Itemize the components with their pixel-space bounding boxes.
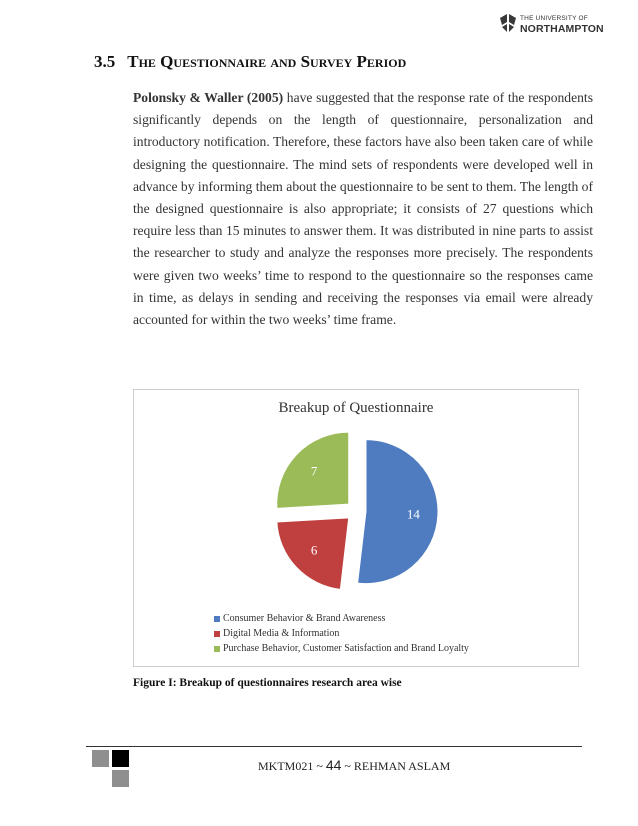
legend-label: Digital Media & Information <box>223 628 340 639</box>
chart-legend <box>214 611 469 656</box>
citation: Polonsky & Waller (2005) <box>133 90 284 105</box>
pie-slice-consumer-behavior <box>358 440 438 584</box>
legend-swatch <box>214 631 220 637</box>
legend-item <box>214 641 469 656</box>
footer-author: ~ REHMAN ASLAM <box>344 759 451 773</box>
figure-caption: Figure I: Breakup of questionnaires research area wise <box>133 677 402 689</box>
body-paragraph <box>133 87 593 331</box>
legend-label: Consumer Behavior & Brand Awareness <box>223 613 386 624</box>
footer-divider <box>86 746 582 747</box>
logo-big-text: NORTHAMPTON <box>520 22 604 35</box>
university-logo <box>498 12 618 46</box>
legend-swatch <box>214 646 220 652</box>
legend-item <box>214 626 469 641</box>
legend-swatch <box>214 616 220 622</box>
section-title: The Questionnaire and Survey Period <box>127 52 407 71</box>
pie-data-label: 7 <box>310 463 318 479</box>
legend-item <box>214 611 469 626</box>
chart-title: Breakup of Questionnaire <box>278 400 434 416</box>
pie-data-label: 14 <box>406 506 420 522</box>
section-number: 3.5 <box>94 52 116 71</box>
pie-chart <box>133 389 579 667</box>
university-crest-icon <box>498 12 518 34</box>
footer-square <box>112 770 129 787</box>
footer-course: MKTM021 ~ <box>258 759 323 773</box>
section-heading <box>94 52 406 72</box>
footer-square <box>112 750 129 767</box>
pie-data-label: 6 <box>310 542 318 558</box>
paragraph-text: have suggested that the response rate of the respondents significantly depends on the length of questionnaire, personalization and introductory notification. Therefore, these factors have also been taken care of while designing the questionnaire. The mind sets of respondents were developed well in advance by informing them about the questionnaire to be sent to them. The length of the designed questionnaire is also appropriate; it consists of 27 questions which require less than 15 minutes to answer them. It was distributed in nine parts to assist the researcher to study and analyze the responses more precisely. The respondents were given two weeks’ time to respond to the questionnaire so the responses came in time, as delays in sending and receiving the responses via email were already accounted for within the two weeks’ time frame. <box>133 90 593 328</box>
legend-label: Purchase Behavior, Customer Satisfaction and Brand Loyalty <box>223 643 469 654</box>
footer-text <box>258 757 450 774</box>
page-number: 44 <box>325 757 342 773</box>
logo-small-text: THE UNIVERSITY OF <box>520 15 588 22</box>
footer-decoration <box>92 750 132 790</box>
footer-square <box>92 750 109 767</box>
